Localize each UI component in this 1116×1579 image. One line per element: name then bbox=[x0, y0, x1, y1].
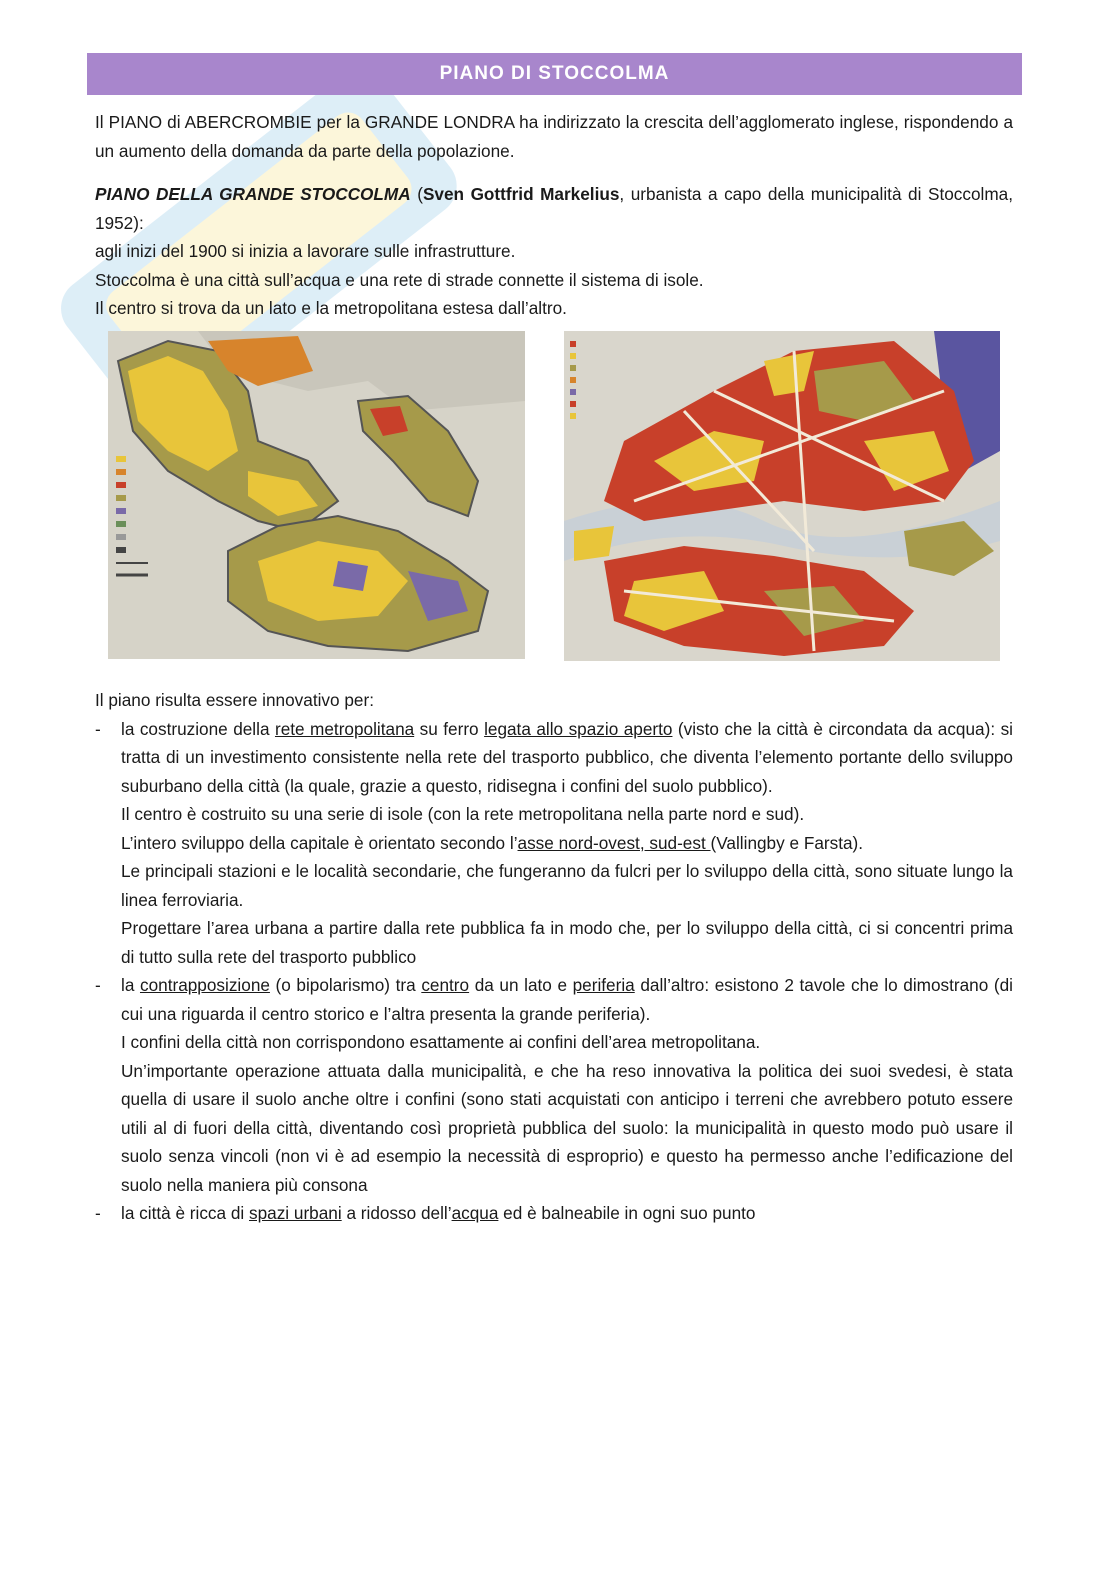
intro-paragraph: Il PIANO di ABERCROMBIE per la GRANDE LONDRA ha indirizzato la crescita dell’agglomerato inglese, rispondendo a un aumento della domanda da parte della popolazione. bbox=[95, 112, 1013, 161]
text-run: su ferro bbox=[414, 718, 485, 739]
bullet-dash: - bbox=[95, 1203, 101, 1223]
plan-line: agli inizi del 1900 si inizia a lavorare sulle infrastrutture. bbox=[95, 241, 516, 261]
text-run: dall’altro: esistono 2 tavole che lo dimostrano (di cui una riguarda il centro storico e l’altra presenta la grande periferia). bbox=[121, 975, 1013, 1024]
list-item bbox=[95, 971, 1013, 1028]
list-item-paragraph bbox=[95, 829, 1013, 858]
list-item-paragraph: Un’importante operazione attuata dalla municipalità, e che ha reso innovativa la politica dei suoi svedesi, è stata quella di usare il suolo anche oltre i confini (sono stati acquistati con anticipo i terreni che avrebbero potuto essere utili al di fuori della città, diventando così proprietà pubblica del suolo: la municipalità in questo modo può usare il suolo senza vincoli (non vi è ad esempio la necessità di esproprio) e questo ha permesso anche l’edificazione del suolo nella maniera più consona bbox=[121, 1060, 1013, 1195]
plan-author-rest: , urbanista a capo della municipalità di Stoccolma, 1952): bbox=[95, 184, 1013, 233]
text-run: ed è balneabile in ogni suo punto bbox=[498, 1203, 756, 1223]
text-run: la bbox=[121, 975, 140, 995]
bullet-dash: - bbox=[95, 718, 101, 739]
text-run: la costruzione della bbox=[121, 718, 275, 739]
underlined-term: periferia bbox=[572, 975, 635, 995]
plan-paren: ( bbox=[410, 184, 423, 204]
plan-line: Stoccolma è una città sull’acqua e una rete di strade connette il sistema di isole. bbox=[95, 269, 704, 290]
page-title-bar bbox=[87, 53, 1022, 95]
text-run: la città è ricca di bbox=[121, 1203, 249, 1223]
plan-author: Sven Gottfrid Markelius bbox=[422, 184, 620, 204]
list-item-paragraph: Il centro è costruito su una serie di isole (con la rete metropolitana nella parte nord e sud). bbox=[121, 804, 805, 824]
underlined-term: asse nord-ovest, sud-est bbox=[517, 832, 711, 853]
list-item bbox=[95, 715, 1013, 801]
page-title: PIANO DI STOCCOLMA bbox=[439, 63, 670, 84]
innovations-section bbox=[95, 686, 1013, 1228]
list-item-paragraph: Le principali stazioni e le località secondarie, che fungeranno da fulcri per lo sviluppo della città, sono situate lungo la linea ferroviaria. bbox=[121, 861, 1013, 910]
text-run: L’intero sviluppo della capitale è orientato secondo l’ bbox=[121, 832, 518, 853]
text-run: da un lato e bbox=[469, 975, 573, 995]
list-item-paragraph: I confini della città non corrispondono esattamente ai confini dell’area metropolitana. bbox=[121, 1032, 761, 1052]
central-stockholm-map bbox=[564, 331, 1000, 661]
underlined-term: contrapposizione bbox=[139, 975, 270, 995]
greater-stockholm-map bbox=[108, 331, 525, 659]
plan-heading bbox=[95, 180, 1013, 237]
underlined-term: acqua bbox=[451, 1203, 499, 1223]
plan-section bbox=[95, 180, 1013, 323]
list-intro: Il piano risulta essere innovativo per: bbox=[95, 690, 374, 710]
list-item bbox=[95, 1199, 1013, 1228]
underlined-term: spazi urbani bbox=[249, 1203, 342, 1223]
text-run: (visto che la città è circondata da acqua): si tratta di un investimento consistente nella rete del trasporto pubblico, che diventa l’elemento portante dello sviluppo suburbano della città (la quale, grazie a questo, ridisegna i confini del suolo pubblico). bbox=[121, 718, 1013, 796]
text-run: (o bipolarismo) tra bbox=[269, 975, 422, 995]
text-run: a ridosso dell’ bbox=[341, 1203, 452, 1223]
underlined-term: rete metropolitana bbox=[274, 718, 415, 739]
list-item-paragraph: Progettare l’area urbana a partire dalla rete pubblica fa in modo che, per lo sviluppo della città, ci si concentri prima di tutto sulla rete del trasporto pubblico bbox=[121, 918, 1013, 967]
underlined-term: legata allo spazio aperto bbox=[484, 718, 673, 739]
plan-line: Il centro si trova da un lato e la metropolitana estesa dall’altro. bbox=[95, 298, 567, 318]
underlined-term: centro bbox=[421, 975, 470, 995]
text-run: (Vallingby e Farsta). bbox=[710, 832, 864, 853]
bullet-dash: - bbox=[95, 975, 101, 995]
plan-name: PIANO DELLA GRANDE STOCCOLMA bbox=[95, 184, 411, 204]
